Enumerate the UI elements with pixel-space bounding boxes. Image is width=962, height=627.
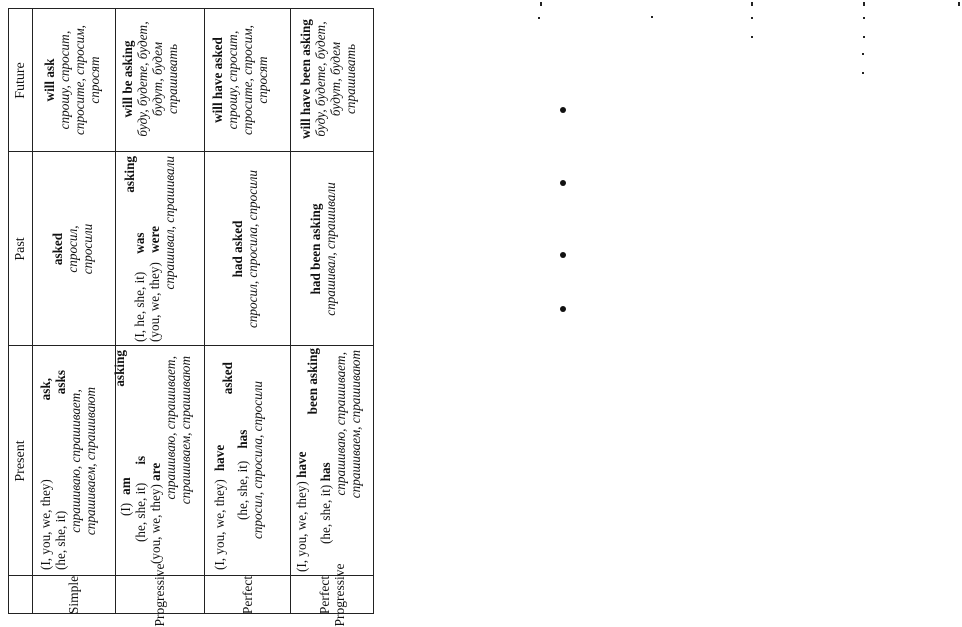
grid-line bbox=[204, 8, 205, 614]
cell-perfect-progressive-future: will have been asking буду, будете, будет, будут, будем спрашивать bbox=[298, 19, 358, 139]
row-label-progressive: Progressive bbox=[152, 563, 167, 627]
scan-mark bbox=[862, 72, 864, 74]
scan-mark bbox=[751, 36, 753, 38]
cell-simple-present: (I, you, we, they) ask, (he, she, it) asks спрашиваю, спрашивает, спрашиваем, спрашивают bbox=[38, 370, 98, 570]
scan-mark bbox=[751, 17, 753, 19]
scan-mark bbox=[651, 16, 653, 18]
scan-mark bbox=[751, 2, 753, 6]
bullet-marker bbox=[560, 180, 566, 186]
row-label-perfect-progressive: Perfect Progressive bbox=[316, 563, 347, 627]
grid-line bbox=[115, 8, 116, 614]
scan-mark bbox=[863, 2, 865, 6]
bullet-marker bbox=[560, 252, 566, 258]
grid-line bbox=[8, 8, 374, 9]
cell-perfect-progressive-past: had been asking спрашивал, спрашивали bbox=[308, 182, 338, 316]
scan-mark bbox=[863, 36, 865, 38]
grid-line bbox=[290, 8, 291, 614]
cell-progressive-present: (I) am asking (he, she, it)is (you, we, they) are спрашиваю, спрашивает, спрашиваем, спрашивают bbox=[112, 350, 193, 564]
cell-progressive-past: (I, he, she, it) was asking (you, we, they) were спрашивал, спрашивали bbox=[122, 156, 177, 342]
grid-line bbox=[32, 8, 33, 614]
grid-line bbox=[8, 345, 374, 346]
grid-line bbox=[373, 8, 374, 614]
scan-mark bbox=[540, 2, 542, 6]
row-label-simple: Simple bbox=[66, 575, 81, 615]
cell-perfect-future: will have asked спрошу, спросит, спросите, спросим, спросят bbox=[210, 25, 270, 135]
scan-mark bbox=[538, 17, 540, 19]
scan-mark bbox=[863, 17, 865, 19]
header-past: Past bbox=[12, 237, 28, 261]
header-corner bbox=[8, 576, 32, 614]
scan-mark bbox=[958, 2, 960, 6]
table-grid bbox=[8, 8, 374, 627]
cell-perfect-present: (I, you, we, they) have asked (he, she, it)has спросил, спросила, спросили bbox=[212, 362, 265, 570]
grid-line bbox=[8, 151, 374, 152]
cell-perfect-progressive-present: (I, you, we, they) have been asking (he, she, it) has спрашиваю, спрашивает, спрашиваем, спрашивают bbox=[294, 348, 363, 572]
cell-simple-future: will ask спрошу, спросит, спросите, спросим, спросят bbox=[42, 25, 102, 135]
header-present: Present bbox=[12, 440, 28, 482]
row-label-perfect: Perfect bbox=[239, 575, 255, 615]
bullet-marker bbox=[560, 107, 566, 113]
cell-progressive-future: will be asking буду, будете, будет, будут, будем спрашивать bbox=[120, 21, 180, 137]
scan-mark bbox=[862, 53, 864, 55]
bullet-marker bbox=[560, 306, 566, 312]
header-future: Future bbox=[12, 62, 28, 99]
cell-simple-past: asked спросил, спросили bbox=[50, 223, 95, 275]
cell-perfect-past: had asked спросил, спросила, спросили bbox=[230, 169, 260, 329]
